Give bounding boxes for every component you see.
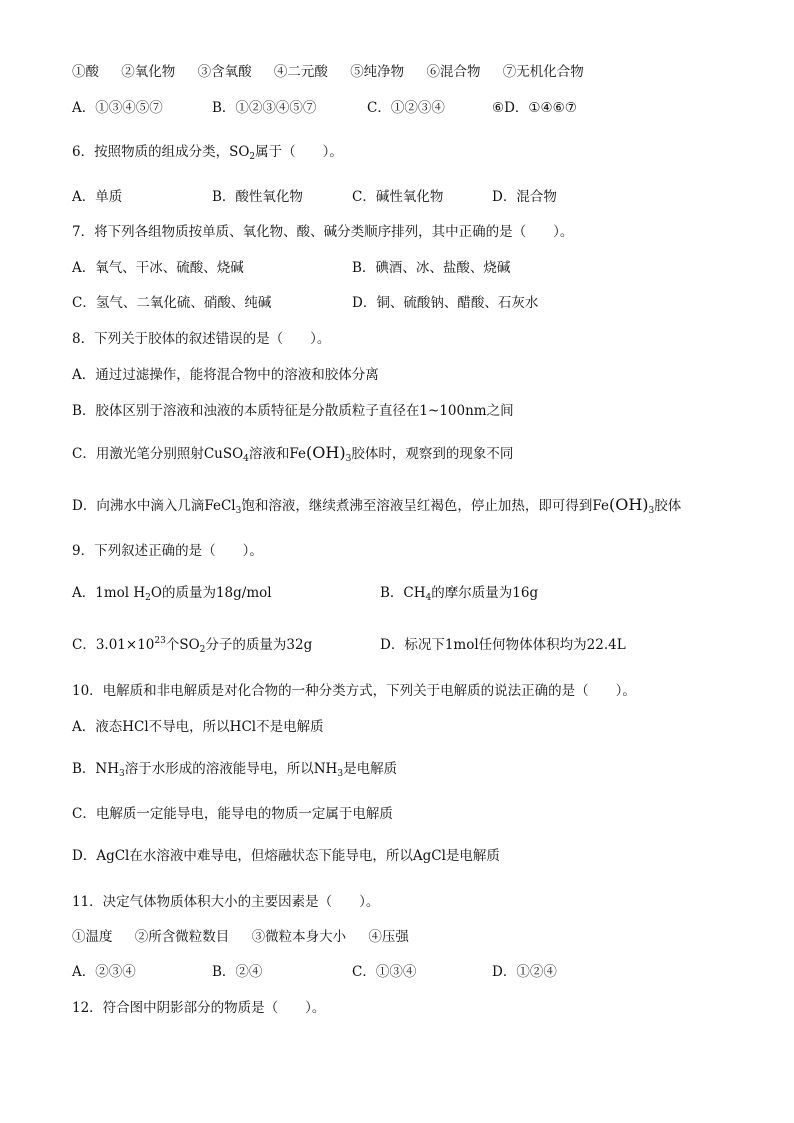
q5-option-a: A．①③④⑤⑦	[72, 100, 163, 116]
q7-option-b: B．碘酒、冰、盐酸、烧碱	[352, 260, 511, 276]
q6-option-c: C．碱性氧化物	[352, 189, 444, 205]
q5-item: ③含氧酸	[197, 64, 252, 80]
q7-option-a: A．氧气、干冰、硫酸、烧碱	[72, 260, 244, 276]
q5-item: ②氧化物	[121, 64, 176, 80]
q8-option-a: A．通过过滤操作，能将混合物中的溶液和胶体分离	[72, 367, 379, 383]
q5-item: ⑤纯净物	[350, 64, 405, 80]
q7-option-d: D．铜、硫酸钠、醋酸、石灰水	[352, 295, 539, 311]
q6-option-a: A．单质	[72, 189, 123, 205]
q9-option-c: C．$3.01\times 10^{23}$个$SO_2$分子的质量为32g	[72, 636, 313, 655]
q7-stem: 7．将下列各组物质按单质、氧化物、酸、碱分类顺序排列，其中正确的是（ ）。	[72, 224, 574, 240]
q5-item: ⑥混合物	[426, 64, 481, 80]
q8-option-c: C．用激光笔分别照射CuSO$_4$溶液和$Fe(OH)_3$胶体时，观察到的现象不同	[72, 443, 514, 464]
q11-item: ③微粒本身大小	[251, 929, 347, 945]
q10-option-d: D．AgCl在水溶液中难导电，但熔融状态下能导电，所以AgCl是电解质	[72, 848, 500, 864]
q12-stem: 12．符合图中阴影部分的物质是（ ）。	[72, 1000, 326, 1016]
q11-option-a: A．②③④	[72, 964, 136, 980]
q11-item: ①温度	[72, 929, 113, 945]
q5-option-c: C．①②③④	[367, 100, 445, 116]
q5-option-d: ⑥D．①④⑥⑦	[492, 100, 577, 116]
q6-option-d: D．混合物	[492, 189, 557, 205]
q11-stem: 11．决定气体物质体积大小的主要因素是（ ）。	[72, 894, 380, 910]
q10-option-a: A．液态HCl不导电，所以HCl不是电解质	[72, 719, 324, 735]
q11-item: ④压强	[368, 929, 409, 945]
q5-items	[72, 62, 584, 82]
q10-option-c: C．电解质一定能导电，能导电的物质一定属于电解质	[72, 806, 393, 822]
q11-items	[72, 927, 409, 947]
q6-option-b: B．酸性氧化物	[212, 189, 303, 205]
q8-option-d: D．向沸水中滴入几滴FeCl$_3$饱和溶液，继续煮沸至溶液呈红褐色，停止加热，即可得到$Fe(OH)_3$胶体	[72, 495, 682, 516]
q5-item: ④二元酸	[273, 64, 328, 80]
q8-stem: 8．下列关于胶体的叙述错误的是（ ）。	[72, 331, 331, 347]
q11-option-b: B．②④	[212, 964, 263, 980]
q9-option-d: D．标况下1mol任何物体体积均为22.4L	[380, 637, 626, 653]
q5-option-b: B．①②③④⑤⑦	[212, 100, 317, 116]
q5-item: ①酸	[72, 64, 99, 80]
q10-option-b: B．$NH_3$溶于水形成的溶液能导电，所以$NH_3$是电解质	[72, 761, 398, 779]
q10-stem: 10．电解质和非电解质是对化合物的一种分类方式，下列关于电解质的说法正确的是（ ）。	[72, 683, 636, 699]
q9-option-a: A．1mol $H_2O$的质量为18g/mol	[72, 585, 272, 603]
q6-stem: 6．按照物质的组成分类，$SO_2$属于（ ）。	[72, 144, 343, 162]
q5-item: ⑦无机化合物	[502, 64, 584, 80]
q11-option-c: C．①③④	[352, 964, 417, 980]
q9-stem: 9．下列叙述正确的是（ ）。	[72, 543, 263, 559]
q8-option-b: B．胶体区别于溶液和浊液的本质特征是分散质粒子直径在1~100nm之间	[72, 403, 514, 419]
q9-option-b: B．$CH_4$的摩尔质量为16g	[380, 585, 539, 603]
q11-option-d: D．①②④	[492, 964, 557, 980]
q7-option-c: C．氢气、二氧化硫、硝酸、纯碱	[72, 295, 272, 311]
q11-item: ②所含微粒数目	[134, 929, 230, 945]
